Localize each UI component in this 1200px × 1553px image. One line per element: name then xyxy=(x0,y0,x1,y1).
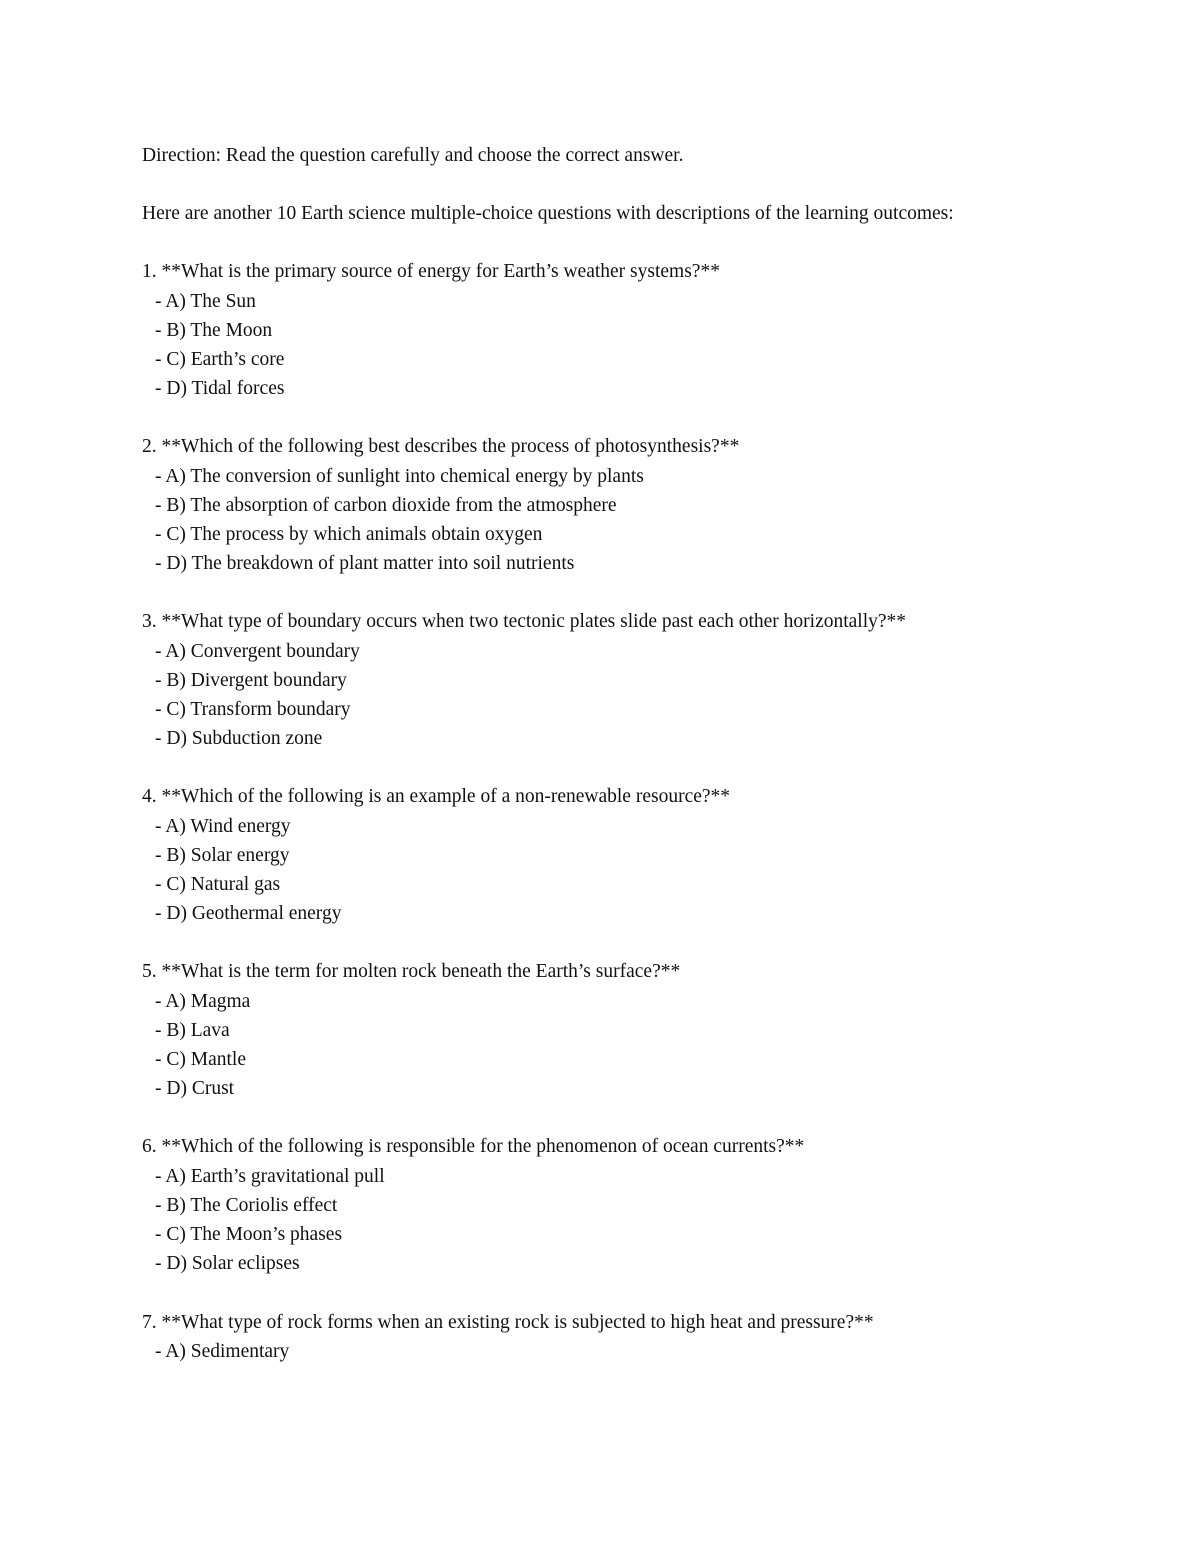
intro-text: Here are another 10 Earth science multiple-choice questions with descriptions of the learning outcomes: xyxy=(142,203,954,225)
answer-option: - D) The breakdown of plant matter into soil nutrients xyxy=(155,553,575,575)
spacer xyxy=(142,928,1059,957)
answer-option: - D) Subduction zone xyxy=(155,728,323,750)
answer-option: - B) Lava xyxy=(155,1019,230,1041)
document-page xyxy=(142,141,1059,1366)
answer-option: - A) Magma xyxy=(155,990,251,1012)
question-block xyxy=(142,257,1059,403)
question-text: 4. **Which of the following is an example of a non-renewable resource?** xyxy=(142,786,731,808)
spacer xyxy=(142,578,1059,607)
question-text: 7. **What type of rock forms when an existing rock is subjected to high heat and pressure?** xyxy=(142,1311,874,1333)
answer-option: - C) Earth’s core xyxy=(155,349,285,371)
question-text: 6. **Which of the following is responsible for the phenomenon of ocean currents?** xyxy=(142,1136,805,1158)
question-text: 1. **What is the primary source of energy for Earth’s weather systems?** xyxy=(142,261,720,283)
answer-option: - C) Natural gas xyxy=(155,874,281,896)
direction-text: Direction: Read the question carefully and choose the correct answer. xyxy=(142,145,684,166)
answer-option: - C) The process by which animals obtain oxygen xyxy=(155,524,543,546)
spacer xyxy=(142,753,1059,782)
answer-option: - D) Solar eclipses xyxy=(155,1253,300,1275)
answer-option: - A) Wind energy xyxy=(155,815,291,837)
answer-option: - C) Transform boundary xyxy=(155,699,351,721)
spacer xyxy=(142,1103,1059,1132)
answer-option: - B) The Moon xyxy=(155,319,273,341)
spacer xyxy=(142,403,1059,432)
answer-option: - A) The Sun xyxy=(155,290,256,312)
question-block xyxy=(142,1132,1059,1278)
question-text: 3. **What type of boundary occurs when two tectonic plates slide past each other horizontally?** xyxy=(142,611,907,633)
question-block xyxy=(142,782,1059,928)
answer-option: - C) The Moon’s phases xyxy=(155,1224,343,1246)
answer-option: - D) Tidal forces xyxy=(155,378,285,400)
question-block xyxy=(142,607,1059,753)
spacer xyxy=(142,170,1059,199)
answer-option: - C) Mantle xyxy=(155,1049,246,1071)
question-block xyxy=(142,432,1059,578)
question-block xyxy=(142,1308,1059,1366)
answer-option: - A) Sedimentary xyxy=(155,1340,290,1362)
question-text: 2. **Which of the following best describes the process of photosynthesis?** xyxy=(142,436,740,458)
answer-option: - D) Geothermal energy xyxy=(155,903,342,925)
answer-option: - B) The absorption of carbon dioxide from the atmosphere xyxy=(155,494,617,516)
answer-option: - D) Crust xyxy=(155,1078,235,1100)
answer-option: - A) Convergent boundary xyxy=(155,640,360,662)
answer-option: - B) Solar energy xyxy=(155,844,290,866)
answer-option: - B) The Coriolis effect xyxy=(155,1194,338,1216)
question-block xyxy=(142,957,1059,1103)
question-text: 5. **What is the term for molten rock beneath the Earth’s surface?** xyxy=(142,961,681,983)
question-list xyxy=(142,257,1059,1366)
spacer xyxy=(142,1279,1059,1308)
answer-option: - A) The conversion of sunlight into chemical energy by plants xyxy=(155,465,644,487)
spacer xyxy=(142,228,1059,257)
answer-option: - B) Divergent boundary xyxy=(155,669,347,691)
answer-option: - A) Earth’s gravitational pull xyxy=(155,1165,385,1187)
